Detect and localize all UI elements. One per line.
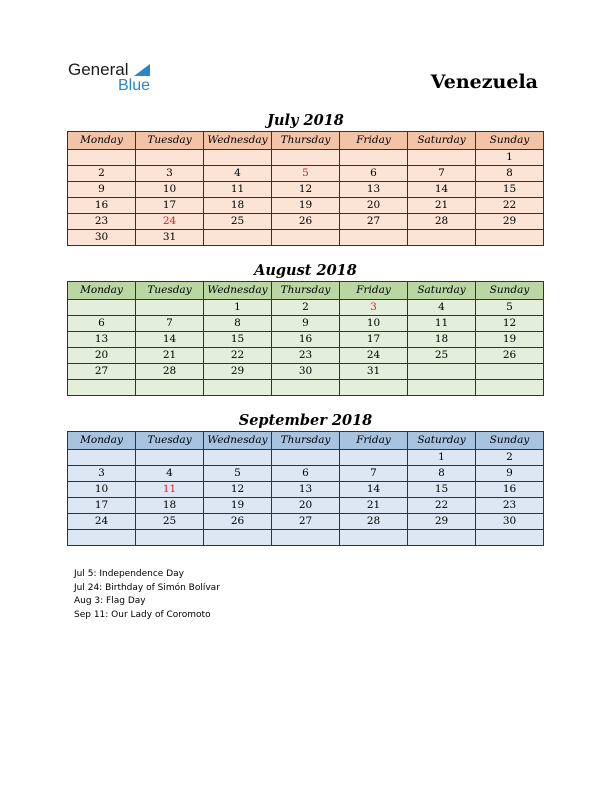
week-row xyxy=(68,514,544,530)
month-title: August 2018 xyxy=(254,262,357,279)
day-cell: 11 xyxy=(408,316,476,332)
weekday-header: Thursday xyxy=(272,432,340,450)
day-cell: 25 xyxy=(136,514,204,530)
day-cell: 3 xyxy=(136,166,204,182)
day-cell: 31 xyxy=(136,230,204,246)
day-cell: 8 xyxy=(408,466,476,482)
day-cell: 30 xyxy=(476,514,544,530)
day-cell: 24 xyxy=(340,348,408,364)
day-cell: 25 xyxy=(408,348,476,364)
day-cell: 26 xyxy=(272,214,340,230)
weekday-header: Thursday xyxy=(272,132,340,150)
day-cell: 28 xyxy=(408,214,476,230)
day-cell xyxy=(204,530,272,546)
day-cell: 31 xyxy=(340,364,408,380)
day-cell xyxy=(340,450,408,466)
day-cell: 12 xyxy=(476,316,544,332)
day-cell: 4 xyxy=(204,166,272,182)
day-cell: 28 xyxy=(136,364,204,380)
week-row xyxy=(68,530,544,546)
day-cell: 15 xyxy=(408,482,476,498)
day-cell: 2 xyxy=(272,300,340,316)
week-row xyxy=(68,348,544,364)
week-row xyxy=(68,450,544,466)
day-cell: 12 xyxy=(204,482,272,498)
day-cell: 27 xyxy=(340,214,408,230)
day-cell: 6 xyxy=(340,166,408,182)
weekday-header-row xyxy=(68,132,544,150)
day-cell xyxy=(272,380,340,396)
weekday-header: Saturday xyxy=(408,132,476,150)
day-cell: 10 xyxy=(136,182,204,198)
day-cell xyxy=(340,230,408,246)
day-cell: 15 xyxy=(476,182,544,198)
day-cell: 7 xyxy=(136,316,204,332)
holiday-note: Sep 11: Our Lady of Coromoto xyxy=(74,609,211,620)
day-cell xyxy=(136,450,204,466)
day-cell: 11 xyxy=(204,182,272,198)
weekday-header: Wednesday xyxy=(204,432,272,450)
weekday-header-row xyxy=(68,282,544,300)
day-cell xyxy=(340,530,408,546)
day-cell: 9 xyxy=(272,316,340,332)
weekday-header: Friday xyxy=(340,132,408,150)
day-cell: 7 xyxy=(340,466,408,482)
day-cell: 13 xyxy=(340,182,408,198)
calendar-table xyxy=(67,131,544,246)
day-cell: 29 xyxy=(204,364,272,380)
day-cell: 5 xyxy=(204,466,272,482)
day-cell: 3 xyxy=(68,466,136,482)
month-title: September 2018 xyxy=(238,412,373,429)
week-row xyxy=(68,466,544,482)
weekday-header-row xyxy=(68,432,544,450)
logo-blue-text: Blue xyxy=(118,77,151,94)
day-cell xyxy=(408,150,476,166)
day-cell: 26 xyxy=(476,348,544,364)
day-cell: 22 xyxy=(204,348,272,364)
day-cell: 29 xyxy=(476,214,544,230)
day-cell: 10 xyxy=(68,482,136,498)
country-title: Venezuela xyxy=(430,71,538,93)
day-cell: 28 xyxy=(340,514,408,530)
day-cell: 22 xyxy=(476,198,544,214)
week-row xyxy=(68,150,544,166)
logo-general-text: General xyxy=(68,60,129,79)
month-september xyxy=(67,411,544,546)
week-row xyxy=(68,482,544,498)
week-row xyxy=(68,364,544,380)
day-cell: 27 xyxy=(68,364,136,380)
day-cell: 23 xyxy=(68,214,136,230)
day-cell: 7 xyxy=(408,166,476,182)
day-cell xyxy=(340,380,408,396)
day-cell xyxy=(204,380,272,396)
day-cell: 8 xyxy=(476,166,544,182)
weekday-header: Friday xyxy=(340,282,408,300)
day-cell: 23 xyxy=(272,348,340,364)
day-cell: 2 xyxy=(476,450,544,466)
day-cell: 21 xyxy=(136,348,204,364)
day-cell: 30 xyxy=(68,230,136,246)
holiday-notes xyxy=(74,568,220,622)
day-cell xyxy=(476,364,544,380)
weekday-header: Tuesday xyxy=(136,282,204,300)
day-cell xyxy=(136,150,204,166)
holiday-note: Jul 5: Independence Day xyxy=(74,569,184,579)
day-cell: 11 xyxy=(136,482,204,498)
day-cell xyxy=(68,300,136,316)
day-cell xyxy=(476,380,544,396)
day-cell: 21 xyxy=(408,198,476,214)
day-cell xyxy=(204,230,272,246)
day-cell xyxy=(408,380,476,396)
day-cell: 5 xyxy=(272,166,340,182)
weekday-header: Thursday xyxy=(272,282,340,300)
day-cell: 29 xyxy=(408,514,476,530)
day-cell: 20 xyxy=(340,198,408,214)
day-cell: 25 xyxy=(204,214,272,230)
day-cell: 20 xyxy=(272,498,340,514)
day-cell: 18 xyxy=(204,198,272,214)
day-cell: 30 xyxy=(272,364,340,380)
day-cell: 4 xyxy=(408,300,476,316)
day-cell: 1 xyxy=(408,450,476,466)
day-cell: 9 xyxy=(68,182,136,198)
weekday-header: Sunday xyxy=(476,432,544,450)
weekday-header: Monday xyxy=(68,132,136,150)
holiday-note: Jul 24: Birthday of Simón Bolívar xyxy=(74,582,220,593)
week-row xyxy=(68,300,544,316)
day-cell: 16 xyxy=(68,198,136,214)
calendar-table xyxy=(67,431,544,546)
day-cell xyxy=(272,450,340,466)
day-cell: 17 xyxy=(340,332,408,348)
day-cell: 4 xyxy=(136,466,204,482)
day-cell: 16 xyxy=(476,482,544,498)
day-cell: 1 xyxy=(476,150,544,166)
week-row xyxy=(68,332,544,348)
day-cell: 17 xyxy=(136,198,204,214)
day-cell: 26 xyxy=(204,514,272,530)
day-cell: 9 xyxy=(476,466,544,482)
day-cell: 13 xyxy=(68,332,136,348)
day-cell: 6 xyxy=(272,466,340,482)
day-cell: 10 xyxy=(340,316,408,332)
weekday-header: Monday xyxy=(68,282,136,300)
day-cell: 22 xyxy=(408,498,476,514)
weekday-header: Sunday xyxy=(476,132,544,150)
day-cell xyxy=(68,530,136,546)
day-cell: 3 xyxy=(340,300,408,316)
week-row xyxy=(68,198,544,214)
logo-triangle-icon xyxy=(134,64,150,76)
week-row xyxy=(68,380,544,396)
week-row xyxy=(68,316,544,332)
day-cell: 18 xyxy=(136,498,204,514)
day-cell: 15 xyxy=(204,332,272,348)
day-cell: 12 xyxy=(272,182,340,198)
day-cell: 2 xyxy=(68,166,136,182)
day-cell: 14 xyxy=(408,182,476,198)
day-cell: 8 xyxy=(204,316,272,332)
month-title: July 2018 xyxy=(267,112,344,129)
day-cell: 27 xyxy=(272,514,340,530)
calendar-table xyxy=(67,281,544,396)
day-cell xyxy=(476,230,544,246)
holiday-note: Aug 3: Flag Day xyxy=(74,596,146,606)
day-cell: 5 xyxy=(476,300,544,316)
day-cell: 1 xyxy=(204,300,272,316)
day-cell: 17 xyxy=(68,498,136,514)
weekday-header: Monday xyxy=(68,432,136,450)
month-august xyxy=(67,261,544,396)
day-cell xyxy=(272,230,340,246)
weekday-header: Wednesday xyxy=(204,282,272,300)
day-cell: 23 xyxy=(476,498,544,514)
day-cell xyxy=(408,364,476,380)
day-cell: 21 xyxy=(340,498,408,514)
day-cell xyxy=(68,380,136,396)
weekday-header: Sunday xyxy=(476,282,544,300)
day-cell xyxy=(272,150,340,166)
day-cell: 24 xyxy=(136,214,204,230)
week-row xyxy=(68,230,544,246)
day-cell: 19 xyxy=(204,498,272,514)
logo xyxy=(68,60,168,98)
month-july xyxy=(67,111,544,246)
day-cell: 16 xyxy=(272,332,340,348)
day-cell: 19 xyxy=(272,198,340,214)
weekday-header: Tuesday xyxy=(136,432,204,450)
day-cell xyxy=(476,530,544,546)
weekday-header: Tuesday xyxy=(136,132,204,150)
day-cell: 14 xyxy=(340,482,408,498)
day-cell xyxy=(204,150,272,166)
weekday-header: Saturday xyxy=(408,432,476,450)
day-cell: 19 xyxy=(476,332,544,348)
day-cell xyxy=(340,150,408,166)
weekday-header: Wednesday xyxy=(204,132,272,150)
week-row xyxy=(68,166,544,182)
week-row xyxy=(68,214,544,230)
day-cell: 14 xyxy=(136,332,204,348)
day-cell xyxy=(68,150,136,166)
day-cell xyxy=(136,530,204,546)
day-cell xyxy=(136,300,204,316)
weekday-header: Friday xyxy=(340,432,408,450)
day-cell xyxy=(408,230,476,246)
day-cell xyxy=(204,450,272,466)
weekday-header: Saturday xyxy=(408,282,476,300)
day-cell: 13 xyxy=(272,482,340,498)
day-cell: 18 xyxy=(408,332,476,348)
day-cell xyxy=(136,380,204,396)
day-cell: 24 xyxy=(68,514,136,530)
day-cell xyxy=(68,450,136,466)
day-cell xyxy=(272,530,340,546)
week-row xyxy=(68,182,544,198)
day-cell xyxy=(408,530,476,546)
day-cell: 20 xyxy=(68,348,136,364)
week-row xyxy=(68,498,544,514)
day-cell: 6 xyxy=(68,316,136,332)
